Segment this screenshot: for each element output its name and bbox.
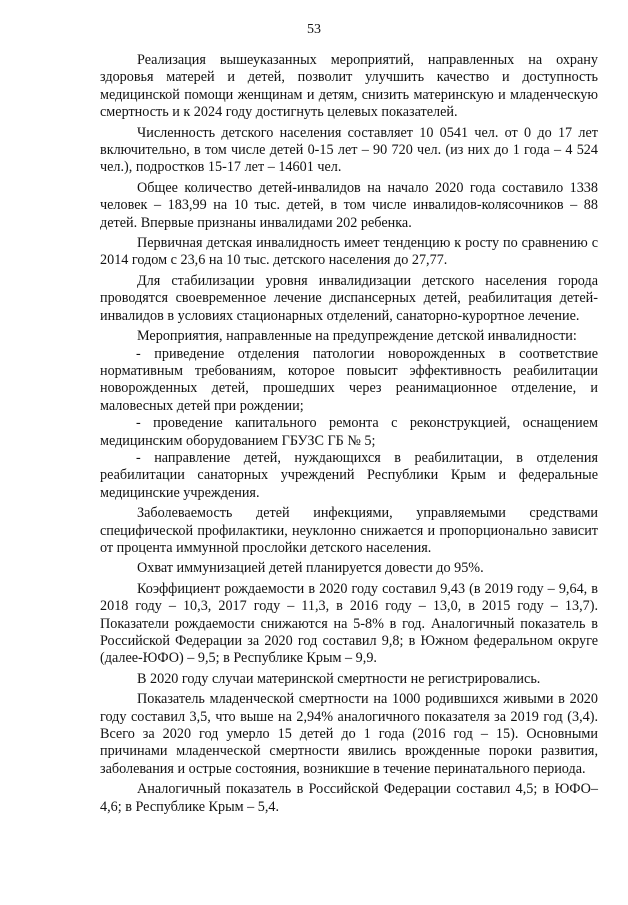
paragraph-comparison: Аналогичный показатель в Российской Федерации составил 4,5; в ЮФО–4,6; в Республике Крым – 5,4. bbox=[100, 781, 598, 815]
paragraph-birth-rate: Коэффициент рождаемости в 2020 году составил 9,43 (в 2019 году – 9,64, в 2018 году – 10,3, 2017 году – 11,3, в 2016 году – 13,0, в 2015 году – 13,7). Показатели рождаемости снижаются на 5-8% в год. Аналогичный показатель в Российской Федерации за 2020 год составил 9,8; в Южном федеральном округе (далее-ЮФО) – 9,5; в Республике Крым – 9,9. bbox=[100, 580, 598, 667]
paragraph-infections: Заболеваемость детей инфекциями, управляемыми средствами специфической профилактики, неуклонно снижается и пропорционально зависит от процента иммунной прослойки детского населения. bbox=[100, 505, 598, 556]
list-item: - направление детей, нуждающихся в реабилитации, в отделения реабилитации санаторных учреждений Республики Крым и федеральные медицинские учреждения. bbox=[100, 449, 598, 501]
paragraph-primary-disability: Первичная детская инвалидность имеет тенденцию к росту по сравнению с 2014 годом с 23,6 на 10 тыс. детского населения до 27,77. bbox=[100, 235, 598, 269]
paragraph-immunization: Охват иммунизацией детей планируется довести до 95%. bbox=[137, 560, 484, 577]
paragraph-program-goals: Реализация вышеуказанных мероприятий, направленных на охрану здоровья матерей и детей, позволит улучшить качество и доступность медицинской помощи женщинам и детям, снизить материнскую и младенческую смертность и к 2024 году достигнуть целевых показателей. bbox=[100, 52, 598, 121]
paragraph-infant-mortality: Показатель младенческой смертности на 1000 родившихся живыми в 2020 году составил 3,5, что выше на 2,94% аналогичного показателя за 2019 год (3,4). Всего за 2020 год умерло 15 детей до 1 года (2016 год – 15). Основными причинами младенческой смертности явились врожденные пороки развития, заболевания и острые состояния, возникшие в течение перинатального периода. bbox=[100, 691, 598, 777]
document-body bbox=[100, 52, 598, 816]
page-number: 53 bbox=[307, 22, 321, 37]
list-item: - проведение капитального ремонта с реконструкцией, оснащением медицинским оборудованием ГБУЗС ГБ № 5; bbox=[100, 415, 598, 449]
list-item: - приведение отделения патологии новорожденных в соответствие нормативным требованиям, которое повысит эффективность реабилитации новорожденных детей, прошедших через реанимационное отделение, и маловесных детей при рождении; bbox=[100, 345, 598, 414]
paragraph-disabled-children: Общее количество детей-инвалидов на начало 2020 года составило 1338 человек – 183,99 на 10 тыс. детей, в том числе инвалидов-колясочников – 88 детей. Впервые признаны инвалидами 202 ребенка. bbox=[100, 179, 598, 231]
paragraph-child-population: Численность детского населения составляет 10 0541 чел. от 0 до 17 лет включительно, в том числе детей 0-15 лет – 90 720 чел. (из них до 1 года – 4 524 чел.), подростков 15-17 лет – 14601 чел. bbox=[100, 124, 598, 176]
paragraph-measures-heading: Мероприятия, направленные на предупреждение детской инвалидности: bbox=[137, 328, 577, 345]
paragraph-maternal-mortality: В 2020 году случаи материнской смертности не регистрировались. bbox=[137, 670, 541, 687]
paragraph-stabilization: Для стабилизации уровня инвалидизации детского населения города проводятся своевременное лечение диспансерных детей, реабилитация детей-инвалидов в условиях стационарных отделений, санаторно-курортное лечение. bbox=[100, 272, 598, 324]
